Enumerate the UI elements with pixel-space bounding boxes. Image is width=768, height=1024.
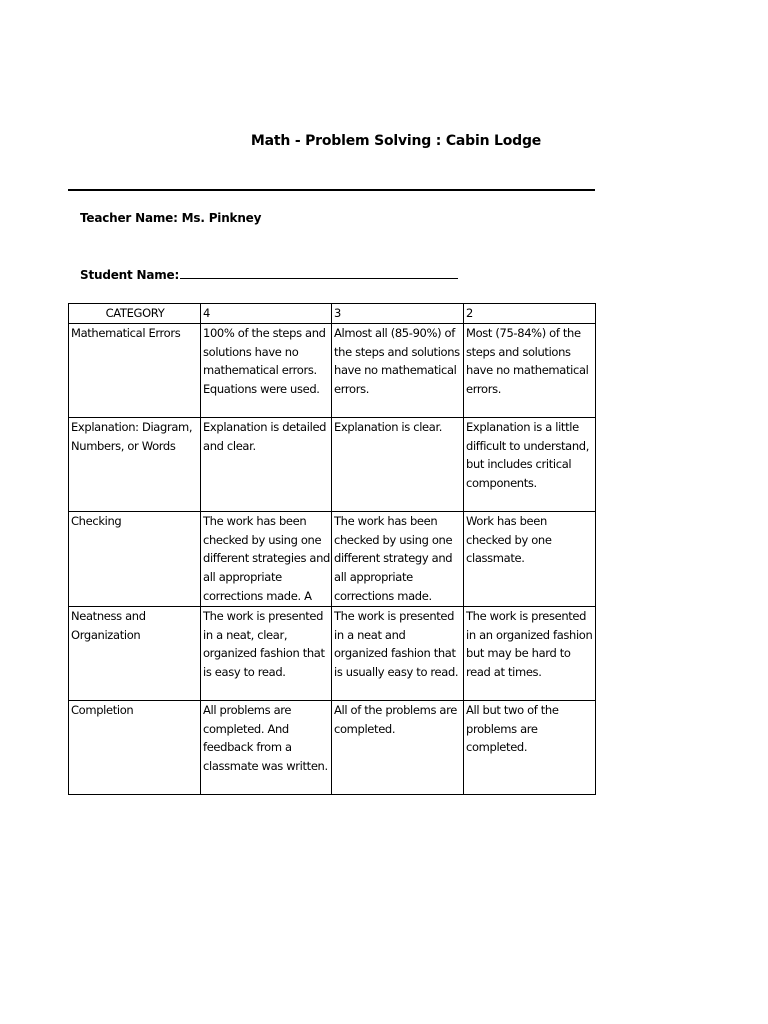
row-cell-score-4: The work is presented in a neat, clear, organized fashion that is easy to read. bbox=[201, 606, 332, 700]
row-cell-score-3: The work is presented in a neat and organized fashion that is usually easy to read. bbox=[332, 606, 464, 700]
page-title: Math - Problem Solving : Cabin Lodge bbox=[250, 133, 542, 149]
row-category: Explanation: Diagram, Numbers, or Words bbox=[69, 417, 201, 511]
table-row bbox=[69, 417, 596, 511]
student-name-blank bbox=[180, 267, 458, 279]
column-header-score-3: 3 bbox=[332, 304, 464, 324]
row-cell-score-3: Almost all (85-90%) of the steps and solutions have no mathematical errors. bbox=[332, 323, 464, 417]
row-cell-score-4: 100% of the steps and solutions have no mathematical errors. Equations were used. bbox=[201, 323, 332, 417]
row-cell-score-4: Explanation is detailed and clear. bbox=[201, 417, 332, 511]
row-category: Completion bbox=[69, 700, 201, 794]
row-cell-score-2: Work has been checked by one classmate. bbox=[464, 511, 596, 606]
row-cell-score-3: The work has been checked by using one different strategy and all appropriate corrections made. bbox=[332, 511, 464, 606]
row-cell-score-3: Explanation is clear. bbox=[332, 417, 464, 511]
column-header-score-4: 4 bbox=[201, 304, 332, 324]
row-cell-score-4: The work has been checked by using one different strategies and all appropriate corrections made. A bbox=[201, 511, 332, 606]
table-header-row bbox=[69, 304, 596, 324]
table-row bbox=[69, 323, 596, 417]
title-divider bbox=[68, 189, 595, 191]
rubric-table bbox=[68, 303, 596, 795]
table-row bbox=[69, 511, 596, 606]
teacher-name-line: Teacher Name: Ms. Pinkney bbox=[80, 211, 262, 225]
student-name-label: Student Name: bbox=[80, 268, 180, 282]
row-cell-score-2: The work is presented in an organized fashion but may be hard to read at times. bbox=[464, 606, 596, 700]
row-cell-score-4: All problems are completed. And feedback from a classmate was written. bbox=[201, 700, 332, 794]
row-category: Checking bbox=[69, 511, 201, 606]
row-cell-score-2: All but two of the problems are completed. bbox=[464, 700, 596, 794]
student-name-line bbox=[80, 267, 458, 282]
column-header-category: CATEGORY bbox=[69, 304, 201, 324]
row-category: Neatness and Organization bbox=[69, 606, 201, 700]
column-header-score-2: 2 bbox=[464, 304, 596, 324]
table-row bbox=[69, 606, 596, 700]
row-category: Mathematical Errors bbox=[69, 323, 201, 417]
table-row bbox=[69, 700, 596, 794]
row-cell-score-2: Most (75-84%) of the steps and solutions have no mathematical errors. bbox=[464, 323, 596, 417]
row-cell-score-3: All of the problems are completed. bbox=[332, 700, 464, 794]
row-cell-score-2: Explanation is a little difficult to understand, but includes critical components. bbox=[464, 417, 596, 511]
